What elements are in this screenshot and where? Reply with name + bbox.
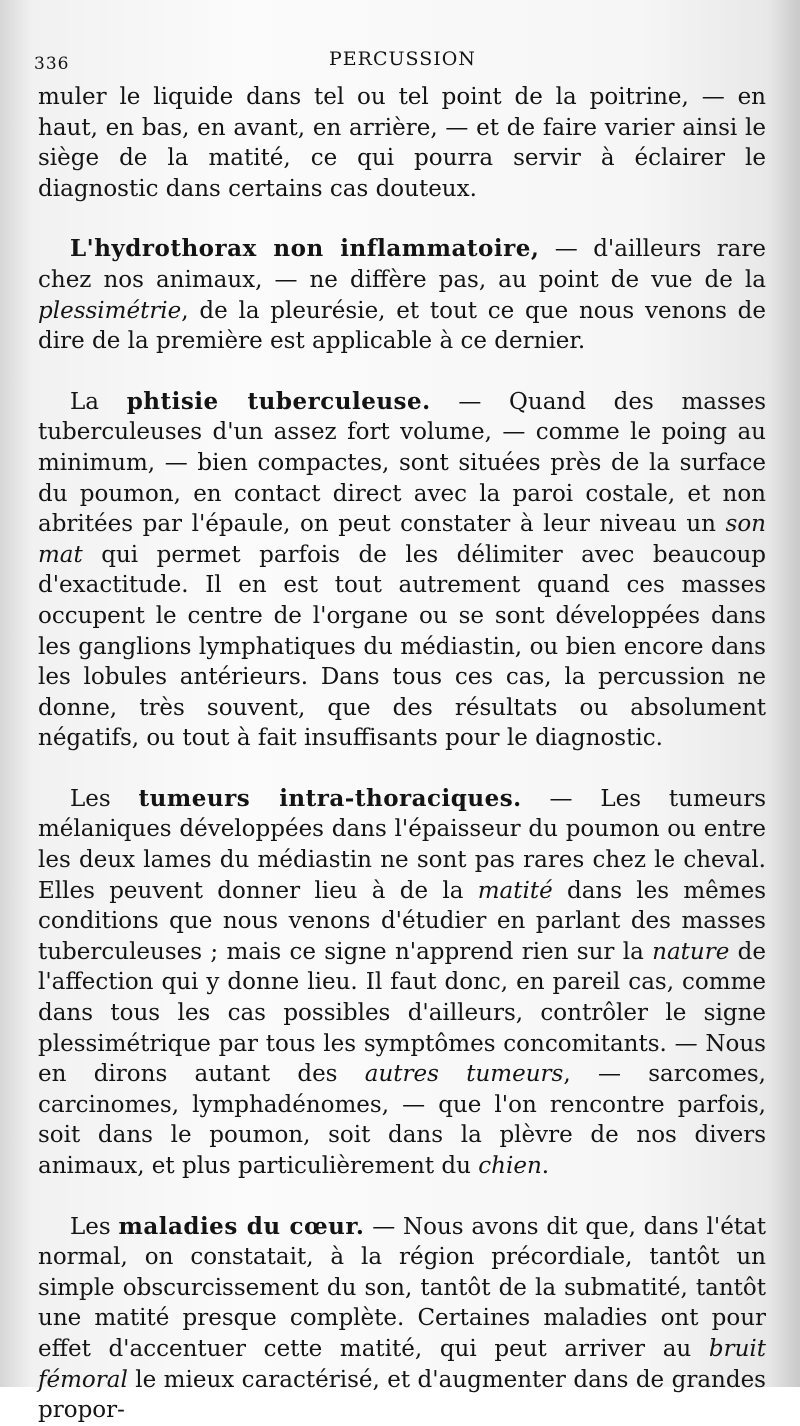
paragraph-text: le mieux caractérisé, et d'augmenter dans de grandes propor- — [38, 1366, 766, 1424]
running-title: PERCUSSION — [329, 48, 476, 70]
page-header — [34, 48, 760, 76]
paragraph-coeur — [38, 1212, 766, 1426]
paragraph-text: . — [541, 1153, 550, 1179]
paragraph-text: dans les mêmes conditions que nous venons d'étudier en parlant des masses tuberculeuses ; mais ce signe n'apprend rien sur la — [38, 877, 766, 965]
paragraph-hydrothorax — [38, 234, 766, 356]
paragraph-text: , — sarcomes, carcinomes, lymphadénomes, — que l'on rencontre parfois, soit dans le poumon, soit dans la plèvre de nos divers animaux, et plus particulièrement du — [38, 1061, 766, 1179]
page-number: 336 — [34, 54, 70, 74]
paragraph-continuation — [38, 82, 766, 204]
paragraph-text: — d'ailleurs rare chez nos animaux, — ne diffère pas, au point de vue de la — [38, 236, 767, 293]
italic-term: plessimétrie — [38, 297, 182, 324]
section-heading: phtisie tuberculeuse. — [126, 387, 431, 415]
paragraph-tumeurs — [38, 784, 766, 1182]
italic-term: son mat — [38, 511, 766, 568]
paragraph-text: , de la pleurésie, et tout ce que nous venons de dire de la première est applicable à ce dernier. — [38, 297, 766, 355]
body-text — [38, 82, 766, 1426]
paragraph-text: de l'affection qui y donne lieu. Il faut donc, en pareil cas, comme dans tous les cas possibles d'ailleurs, contrôler le signe plessimétrique par tous les symptômes concomitants. — Nous en dirons autant des — [38, 938, 766, 1088]
paragraph-text: muler le liquide dans tel ou tel point de la poitrine, — en haut, en bas, en avant, en arrière, — et de faire varier ainsi le siège de la matité, ce qui pourra servir à éclairer le diagnostic dans certains cas douteux. — [38, 84, 766, 202]
heading-prefix: Les — [70, 1213, 119, 1240]
italic-term: bruit fémoral — [38, 1335, 766, 1393]
paragraph-phtisie — [38, 387, 766, 754]
section-heading: tumeurs intra-thoraciques. — [138, 784, 522, 812]
italic-term: nature — [652, 938, 730, 965]
paragraph-text: — Les tumeurs mélaniques développées dans l'épaisseur du poumon ou entre les deux lames du médiastin ne sont pas rares chez le cheval. Elles peuvent donner lieu à de la — [38, 785, 766, 904]
italic-term: chien — [478, 1153, 542, 1179]
paragraph-text: — Nous avons dit que, dans l'état normal, on constatait, à la région précordiale, tantôt un simple obscurcissement du son, tantôt de la submatité, tantôt une matité presque complète. Certaines maladies ont pour effet d'accentuer cette matité, qui peut arriver au — [38, 1213, 767, 1362]
italic-term: autres tumeurs — [364, 1061, 564, 1088]
italic-term: matité — [477, 877, 553, 904]
section-heading: L'hydrothorax non inflammatoire, — [70, 235, 540, 263]
heading-prefix: Les — [70, 785, 139, 812]
heading-prefix: La — [70, 388, 127, 415]
paragraph-text: qui permet parfois de les délimiter avec beaucoup d'exactitude. Il en est tout autrement quand ces masses occupent le centre de l'organe ou se sont développées dans les ganglions lymphatiques du médiastin, ou bien encore dans les lobules antérieurs. Dans tous ces cas, la percussion ne donne, très souvent, que des résultats ou absolument négatifs, ou tout à fait insuffisants pour le diagnostic. — [38, 541, 766, 752]
paragraph-text: — Quand des masses tuberculeuses d'un assez fort volume, — comme le poing au minimum, — bien compactes, sont situées près de la surface du poumon, en contact direct avec la paroi costale, et non abritées par l'épaule, on peut constater à leur niveau un — [38, 388, 767, 538]
section-heading: maladies du cœur. — [118, 1212, 365, 1240]
